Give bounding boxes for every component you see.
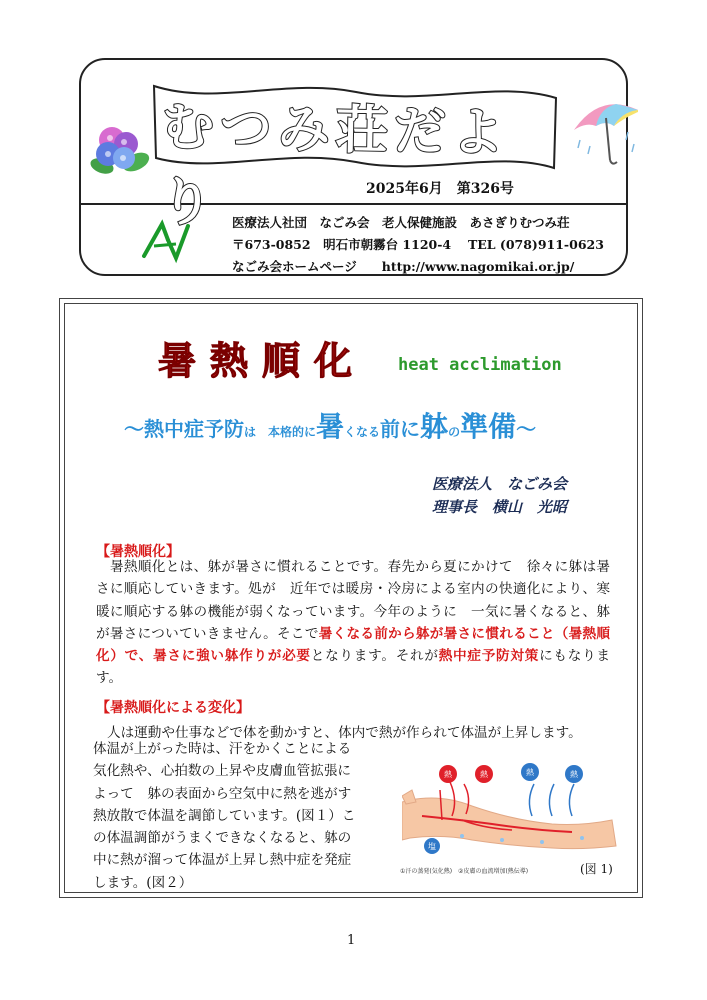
author-organization: 医療法人 なごみ会 — [432, 475, 568, 493]
issue-date: 2025年6月 第326号 — [366, 181, 514, 197]
figure-1-arm-illustration — [402, 750, 620, 874]
article-subtitle: ～熱中症予防は 本格的に暑くなる前に躰の準備～ — [124, 410, 537, 443]
author-name: 理事長 横山 光昭 — [432, 498, 568, 516]
figure-heat-label: 熱 — [480, 770, 488, 779]
hydrangea-icon — [88, 118, 154, 180]
umbrella-icon — [570, 92, 642, 170]
org-homepage[interactable]: なごみ会ホームページ http://www.nagomikai.or.jp/ — [232, 259, 575, 274]
section1-body: 暑熱順化とは、躰が暑さに慣れることです。春先から夏にかけて 徐々に躰は暑さに順応していきます。処が 近年では暖房・冷房による室内の快適化により、寒暖に順応する躰の機能が弱くなっています。今年のように 一気に暑くなると、躰が暑さについていきません。そこで暑くなる前から躰が暑さに慣れること（暑熱順化）で、暑さに強い躰作りが必要となります。それが熱中症予防対策にもなります。 — [96, 559, 610, 687]
section1-heading: 【暑熱順化】 — [96, 544, 180, 560]
figure-1-caption: ①汗の蒸発(気化熱) ②皮膚の血流増加(熱伝導) — [400, 868, 529, 875]
figure-heat-label: 熱 — [444, 770, 452, 779]
org-name: 医療法人社団 なごみ会 老人保健施設 あさぎりむつみ荘 — [232, 215, 570, 230]
article-title: 暑熱順化 — [158, 339, 367, 383]
nagomikai-logo-icon — [140, 218, 192, 264]
section2-first-line: 人は運動や仕事などで体を動かすと、体内で熱が作られて体温が上昇します。 — [107, 725, 582, 741]
figure-1-label: (図 1) — [580, 862, 613, 876]
section2-heading: 【暑熱順化による変化】 — [96, 700, 250, 716]
figure-heat-label: 熱 — [570, 770, 578, 779]
org-address: 〒673-0852 明石市朝霧台 1120-4 TEL (078)911-0623 — [232, 237, 604, 252]
page-number: 1 — [347, 933, 356, 948]
newsletter-title: むつみ荘だより — [160, 97, 511, 234]
section2-body: 体温が上がった時は、汗をかくことによる気化熱や、心拍数の上昇や皮膚血管拡張によって 躰の表面から空気中に熱を逃がす熱放散で体温を調節しています。(図１）この体温調節がうまくできなくなると、躰の中に熱が溜って体温が上昇し熱中症を発症します。(図２） — [93, 741, 356, 891]
article-title-english: heat acclimation — [398, 355, 562, 375]
figure-salt-label: 塩 — [428, 842, 436, 851]
figure-heat-label: 熱 — [526, 768, 534, 777]
